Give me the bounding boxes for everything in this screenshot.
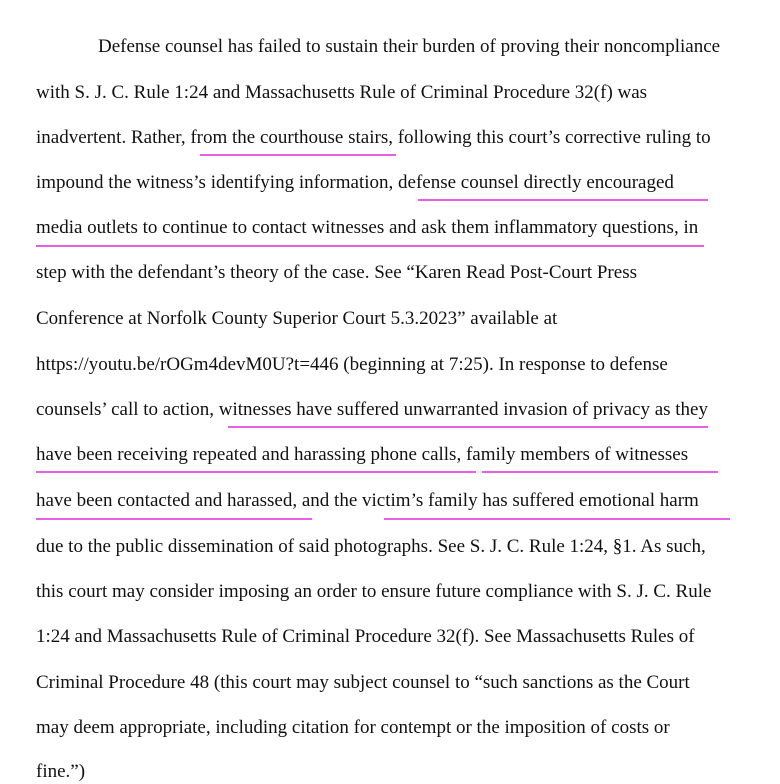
- text-line-8: https://youtu.be/rOGm4devM0U?t=446 (beginning at 7:25). In response to defense: [36, 354, 668, 375]
- text-line-10: have been receiving repeated and harassing phone calls, family members of witnesses: [36, 444, 689, 465]
- text-line-13: this court may consider imposing an order to ensure future compliance with S. J. C. Rule: [36, 581, 712, 602]
- text-line-1: Defense counsel has failed to sustain their burden of proving their noncompliance: [98, 36, 721, 57]
- text-line-9: counsels’ call to action, witnesses have suffered unwarranted invasion of privacy as they: [36, 399, 708, 420]
- text-line-15: Criminal Procedure 48 (this court may subject counsel to “such sanctions as the Court: [36, 672, 690, 693]
- text-line-12: due to the public dissemination of said photographs. See S. J. C. Rule 1:24, §1. As such,: [36, 536, 706, 557]
- highlight-underline: [36, 518, 312, 520]
- highlight-underline: [384, 518, 730, 520]
- text-line-7: Conference at Norfolk County Superior Court 5.3.2023” available at: [36, 308, 558, 329]
- highlight-underline: [482, 471, 718, 473]
- highlight-underline: [418, 199, 708, 201]
- highlight-underline: [228, 426, 708, 428]
- text-line-16: may deem appropriate, including citation for contempt or the imposition of costs or: [36, 717, 670, 738]
- highlight-underline: [36, 245, 704, 247]
- text-line-6: step with the defendant’s theory of the case. See “Karen Read Post-Court Press: [36, 262, 637, 283]
- text-line-3: inadvertent. Rather, from the courthouse stairs, following this court’s corrective ruling to: [36, 127, 711, 148]
- text-line-14: 1:24 and Massachusetts Rule of Criminal Procedure 32(f). See Massachusetts Rules of: [36, 626, 695, 647]
- text-line-4: impound the witness’s identifying information, defense counsel directly encouraged: [36, 172, 674, 193]
- text-line-5: media outlets to continue to contact witnesses and ask them inflammatory questions, in: [36, 217, 699, 238]
- text-line-11: have been contacted and harassed, and the victim’s family has suffered emotional harm: [36, 490, 699, 511]
- text-line-2: with S. J. C. Rule 1:24 and Massachusetts Rule of Criminal Procedure 32(f) was: [36, 82, 648, 103]
- highlight-underline: [36, 471, 476, 473]
- highlight-underline: [200, 154, 396, 156]
- text-line-17: fine.”): [36, 761, 86, 782]
